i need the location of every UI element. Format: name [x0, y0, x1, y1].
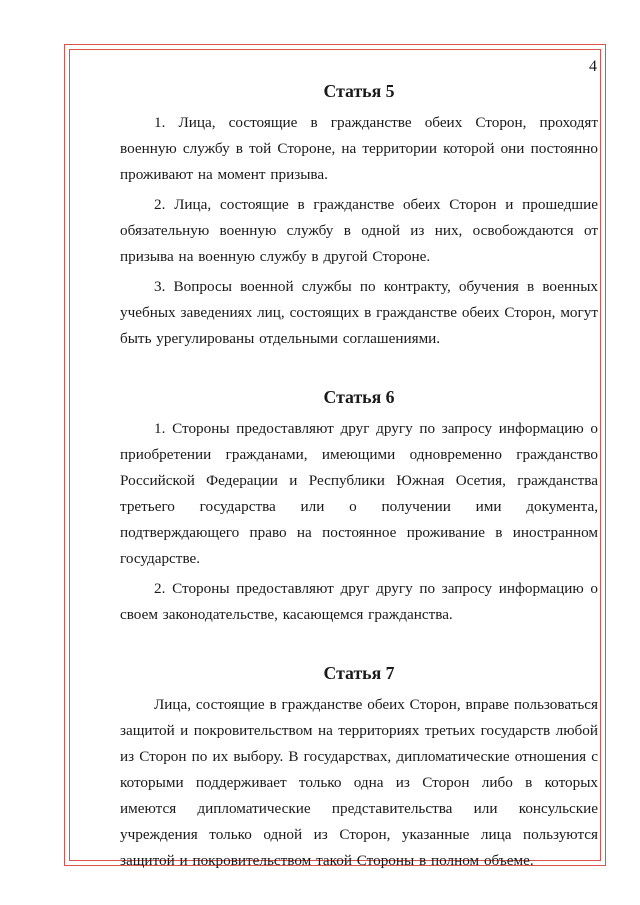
article-heading: Статья 7	[323, 663, 395, 683]
article-5	[120, 78, 598, 352]
document-body	[120, 78, 598, 874]
article-paragraph: 1. Лица, состоящие в гражданстве обеих Сторон, проходят военную службу в той Стороне, на территории которой они постоянно проживают на момент призыва.	[120, 114, 598, 183]
article-paragraph: 1. Стороны предоставляют друг другу по запросу информацию о приобретении гражданами, имеющими одновременно гражданство Российской Федерации и Республики Южная Осетия, гражданства третьего государства или о получении ими документа, подтверждающего право на постоянное проживание в иностранном государстве.	[120, 420, 598, 567]
article-heading: Статья 6	[323, 387, 395, 407]
page-number: 4	[589, 58, 597, 75]
article-paragraph: 2. Стороны предоставляют друг другу по запросу информацию о своем законодательстве, касающемся гражданства.	[120, 580, 598, 623]
article-paragraph: 2. Лица, состоящие в гражданстве обеих Сторон и прошедшие обязательную военную службу в одной из них, освобождаются от призыва на военную службу в другой Стороне.	[120, 196, 598, 265]
article-heading: Статья 5	[323, 81, 395, 101]
article-paragraph: 3. Вопросы военной службы по контракту, обучения в военных учебных заведениях лиц, состоящих в гражданстве обеих Сторон, могут быть урегулированы отдельными соглашениями.	[120, 278, 598, 347]
article-paragraph: Лица, состоящие в гражданстве обеих Сторон, вправе пользоваться защитой и покровительством на территориях третьих государств любой из Сторон по их выбору. В государствах, дипломатические отношения с которыми поддерживает только одна из Сторон либо в которых имеются дипломатические представительства или консульские учреждения только одной из Сторон, указанные лица пользуются защитой и покровительством такой Стороны в полном объеме.	[120, 696, 598, 869]
article-6	[120, 384, 598, 628]
article-7	[120, 660, 598, 874]
